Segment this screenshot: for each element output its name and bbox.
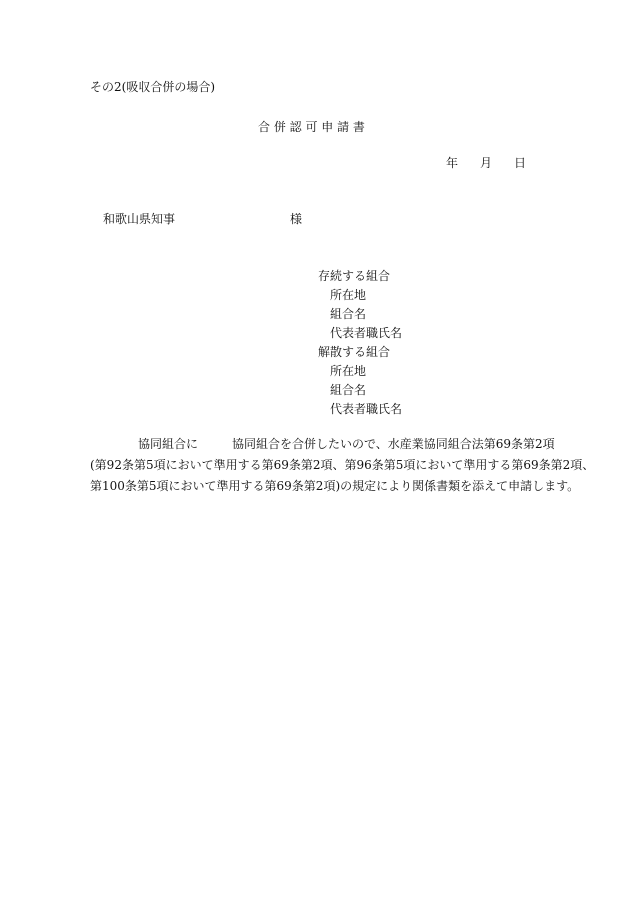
dissolving-union-name-label: 組合名 [330,383,367,397]
document-title: 合 併 認 可 申 請 書 [258,120,365,134]
body-line-2: (第92条第5項において準用する第69条第2項、第96条第5項において準用する第69条第2項、 [90,458,595,472]
form-label: その2(吸収合併の場合) [90,80,215,94]
dissolving-union-heading: 解散する組合 [318,345,391,359]
body-line-1-part-2: 協同組合を合併したいので、水産業協同組合法第69条第2項 [232,437,555,451]
date-month-label: 月 [480,156,493,170]
body-line-1 [90,434,594,455]
body-line-3: 第100条第5項において準用する第69条第2項)の規定により関係書類を添えて申請します。 [90,479,580,493]
body-line-1-part-1: 協同組合に [138,437,199,451]
surviving-union-address-label: 所在地 [330,288,367,302]
dissolving-union-address-label: 所在地 [330,364,367,378]
date-year-label: 年 [446,156,459,170]
surviving-union-heading: 存続する組合 [318,269,391,283]
addressee: 和歌山県知事 [103,212,176,226]
addressee-honorific: 様 [290,212,303,226]
application-body [90,434,594,497]
dissolving-union-representative-label: 代表者職氏名 [330,402,403,416]
date-row [446,156,526,171]
surviving-union-representative-label: 代表者職氏名 [330,326,403,340]
date-day-label: 日 [514,156,527,170]
surviving-union-name-label: 組合名 [330,307,367,321]
applicant-block [318,267,402,419]
